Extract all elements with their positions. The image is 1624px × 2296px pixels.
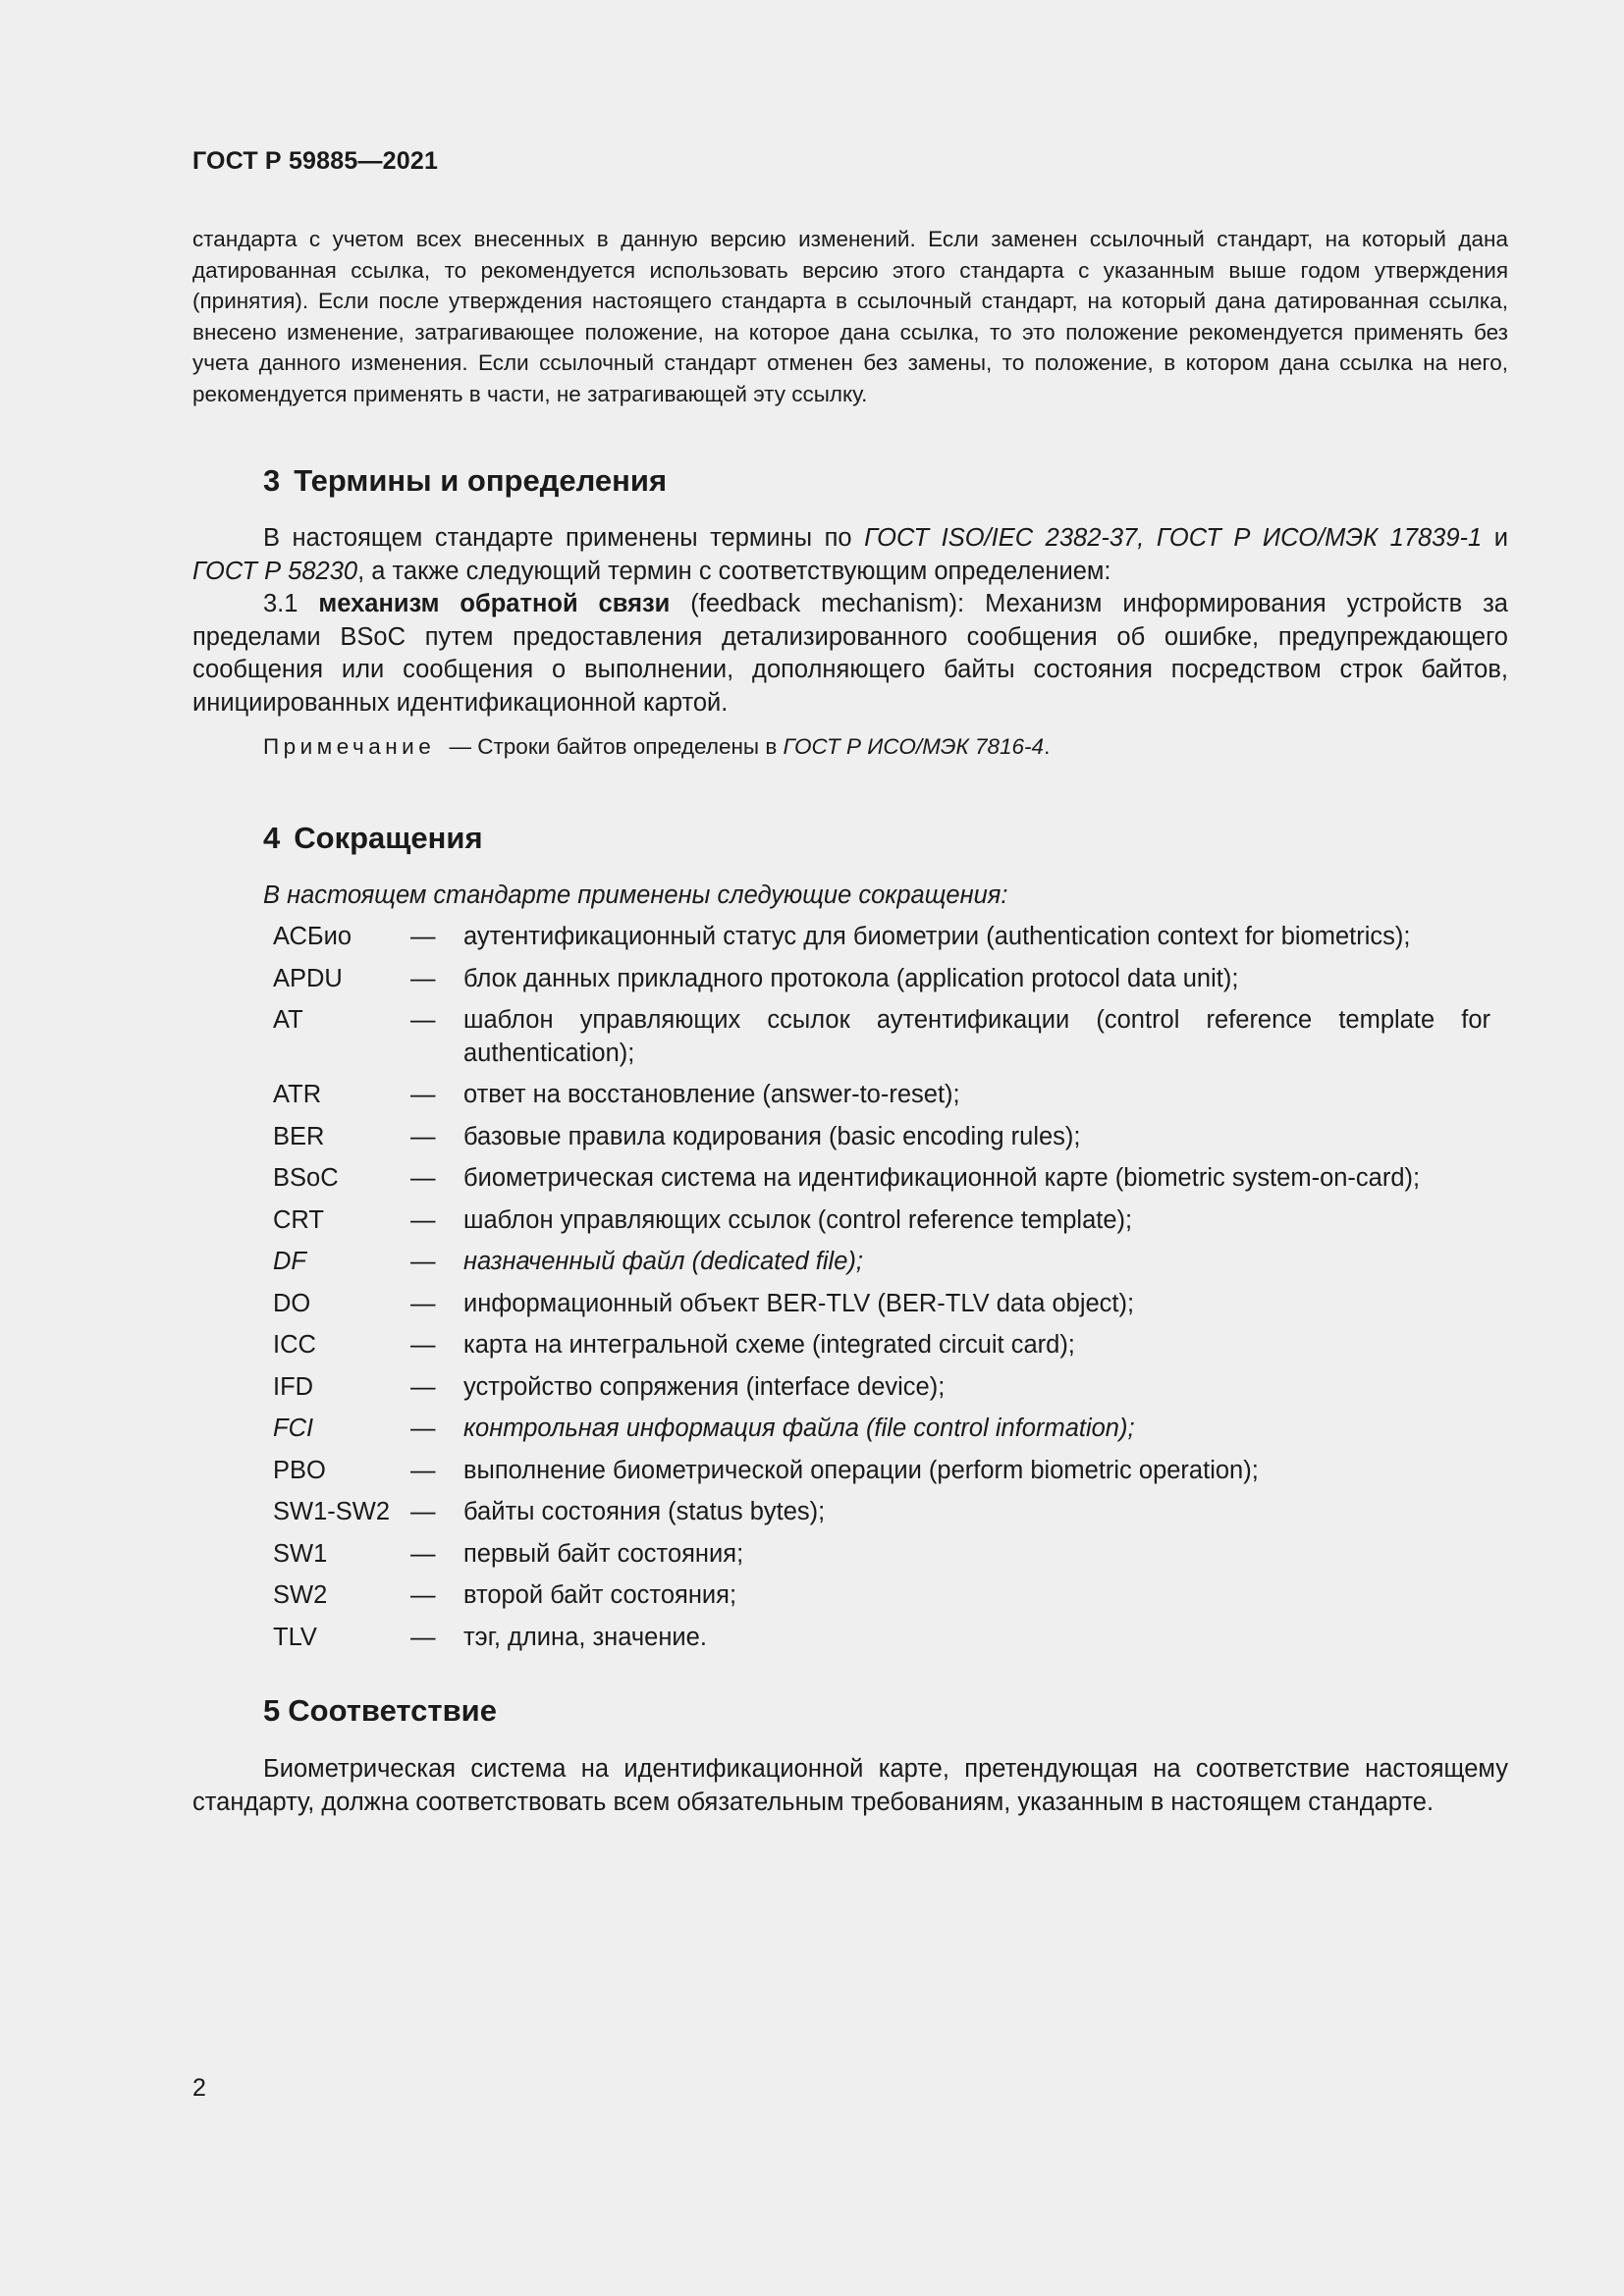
abbreviation-definition: устройство сопряжения (interface device); <box>463 1372 946 1401</box>
section-5-number: 5 <box>263 1693 281 1728</box>
abbreviation-row <box>273 1079 1490 1112</box>
page-number: 2 <box>192 2074 206 2102</box>
abbreviation-definition: назначенный файл (dedicated file); <box>463 1248 863 1275</box>
abbreviation-term: SW2 <box>273 1581 328 1609</box>
abbreviation-term: ATR <box>273 1081 322 1108</box>
abbreviation-definition: первый байт состояния; <box>463 1539 744 1568</box>
section-5-paragraph: Биометрическая система на идентификационной карте, претендующая на соответствие настоящему стандарту, должна соответствовать всем обязательным требованиям, указанным в настоящем стандарте. <box>192 1755 1508 1816</box>
section-3-title: Термины и определения <box>294 463 668 498</box>
abbreviation-term: DF <box>273 1248 306 1275</box>
abbreviation-row <box>273 963 1490 996</box>
abbreviation-definition: выполнение биометрической операции (perform biometric operation); <box>463 1456 1259 1484</box>
abbreviation-dash: — <box>410 1122 436 1150</box>
abbreviation-definition: биометрическая система на идентификационной карте (biometric system-on-card); <box>463 1164 1421 1192</box>
abbreviation-row <box>273 1329 1490 1362</box>
abbreviation-row <box>273 1204 1490 1238</box>
abbreviation-row <box>273 1496 1490 1529</box>
abbreviation-row <box>273 1288 1490 1321</box>
abbreviation-row <box>273 1413 1490 1446</box>
abbreviation-dash: — <box>410 1581 436 1609</box>
abbreviation-row <box>273 1455 1490 1488</box>
abbreviation-dash: — <box>410 1248 436 1275</box>
abbreviation-dash: — <box>410 1331 436 1359</box>
abbreviation-definition: ответ на восстановление (answer-to-reset); <box>463 1081 960 1108</box>
section-5-heading <box>263 1693 497 1729</box>
abbreviation-dash: — <box>410 1498 436 1525</box>
abbreviation-term: BER <box>273 1122 325 1150</box>
abbreviation-row <box>273 921 1490 954</box>
abbreviation-definition: шаблон управляющих ссылок аутентификации (control reference template for authentication); <box>463 1006 1490 1067</box>
term-definition-paragraph <box>192 588 1508 720</box>
abbreviation-term: АСБио <box>273 923 352 950</box>
abbreviation-row <box>273 1371 1490 1405</box>
term-number: 3.1 <box>263 590 319 617</box>
abbreviations-intro: В настоящем стандарте применены следующие сокращения: <box>263 881 1008 909</box>
abbreviation-definition: карта на интегральной схеме (integrated circuit card); <box>463 1331 1075 1359</box>
abbreviation-term: SW1 <box>273 1539 328 1568</box>
abbreviation-dash: — <box>410 1289 436 1317</box>
abbreviation-term: IFD <box>273 1372 314 1401</box>
abbreviation-term: CRT <box>273 1205 324 1234</box>
section-3-heading <box>263 463 667 499</box>
section-5-title: Соответствие <box>288 1693 497 1728</box>
abbreviation-row <box>273 1579 1490 1613</box>
abbreviation-dash: — <box>410 1081 436 1108</box>
section-4-title: Сокращения <box>294 821 483 855</box>
abbreviation-dash: — <box>410 1372 436 1401</box>
abbreviation-definition: шаблон управляющих ссылок (control reference template); <box>463 1205 1133 1234</box>
abbreviation-row <box>273 1246 1490 1279</box>
abbreviation-definition: базовые правила кодирования (basic encoding rules); <box>463 1122 1081 1150</box>
abbreviations-list <box>273 921 1490 1663</box>
note-reference: ГОСТ Р ИСО/МЭК 7816-4 <box>783 734 1045 759</box>
section-5-body <box>192 1753 1508 1819</box>
note-label: Примечание <box>263 734 436 759</box>
abbreviation-definition: байты состояния (status bytes); <box>463 1498 826 1525</box>
abbreviation-definition: тэг, длина, значение. <box>463 1623 707 1651</box>
abbreviation-definition: информационный объект BER-TLV (BER-TLV data object); <box>463 1289 1135 1317</box>
abbreviation-definition: аутентификационный статус для биометрии (authentication context for biometrics); <box>463 923 1411 950</box>
section-4-number: 4 <box>263 821 281 855</box>
abbreviation-term: AT <box>273 1006 303 1034</box>
standard-reference: ГОСТ Р 58230 <box>192 557 358 585</box>
note-end: . <box>1044 734 1051 759</box>
intro-paragraph: стандарта с учетом всех внесенных в данную версию изменений. Если заменен ссылочный стандарт, на который дана датированная ссылка, то рекомендуется использовать версию этого стандарта с указанным выше годом утверждения (принятия). Если после утверждения настоящего стандарта в ссылочный стандарт, на который дана датированная ссылка, внесено изменение, затрагивающее положение, на которое дана ссылка, то это положение рекомендуется применять без учета данного изменения. Если ссылочный стандарт отменен без замены, то положение, в котором дана ссылка на него, рекомендуется применять в части, не затрагивающей эту ссылку. <box>192 227 1508 406</box>
abbreviation-dash: — <box>410 923 436 950</box>
abbreviation-row <box>273 1622 1490 1655</box>
abbreviation-term: APDU <box>273 964 343 992</box>
abbreviation-row <box>273 1162 1490 1196</box>
section-3-body <box>192 522 1508 720</box>
text-run: В настоящем стандарте применены термины по <box>263 524 865 552</box>
abbreviation-term: ICC <box>273 1331 316 1359</box>
abbreviation-definition: второй байт состояния; <box>463 1581 737 1609</box>
note <box>263 734 1050 760</box>
abbreviation-dash: — <box>410 1205 436 1234</box>
standard-reference: ГОСТ ISO/IEC 2382-37, ГОСТ Р ИСО/МЭК 17839-1 <box>864 524 1483 552</box>
abbreviation-dash: — <box>410 1623 436 1651</box>
abbreviation-dash: — <box>410 1539 436 1568</box>
abbreviation-term: BSoC <box>273 1164 339 1192</box>
abbreviation-definition: контрольная информация файла (file control information); <box>463 1415 1135 1442</box>
abbreviation-term: SW1-SW2 <box>273 1498 391 1525</box>
abbreviation-row <box>273 1538 1490 1572</box>
abbreviation-dash: — <box>410 964 436 992</box>
abbreviation-term: DO <box>273 1289 311 1317</box>
note-text: — Строки байтов определены в <box>443 734 784 759</box>
section-4-heading <box>263 821 483 856</box>
document-page <box>192 0 1508 2296</box>
abbreviation-term: TLV <box>273 1623 317 1651</box>
abbreviation-dash: — <box>410 1456 436 1484</box>
text-run: , а также следующий термин с соответствующим определением: <box>357 557 1111 585</box>
abbreviation-dash: — <box>410 1006 436 1034</box>
section-3-intro-paragraph <box>192 522 1508 588</box>
term-name: механизм обратной связи <box>318 590 671 617</box>
abbreviation-dash: — <box>410 1415 436 1442</box>
abbreviation-definition: блок данных прикладного протокола (application protocol data unit); <box>463 964 1239 992</box>
abbreviation-term: PBO <box>273 1456 326 1484</box>
abbreviation-row <box>273 1004 1490 1070</box>
document-header-title: ГОСТ Р 59885—2021 <box>192 147 439 175</box>
abbreviation-dash: — <box>410 1164 436 1192</box>
text-run: и <box>1482 524 1508 552</box>
abbreviation-term: FCI <box>273 1415 314 1442</box>
term-definition: (feedback mechanism): Механизм информирования устройств за пределами BSoC путем предоставления детализированного сообщения об ошибке, предупреждающего сообщения или сообщения о выполнении, дополняющего байты состояния посредством строк байтов, инициированных идентификационной картой. <box>192 590 1508 717</box>
abbreviation-row <box>273 1121 1490 1154</box>
section-3-number: 3 <box>263 463 281 498</box>
